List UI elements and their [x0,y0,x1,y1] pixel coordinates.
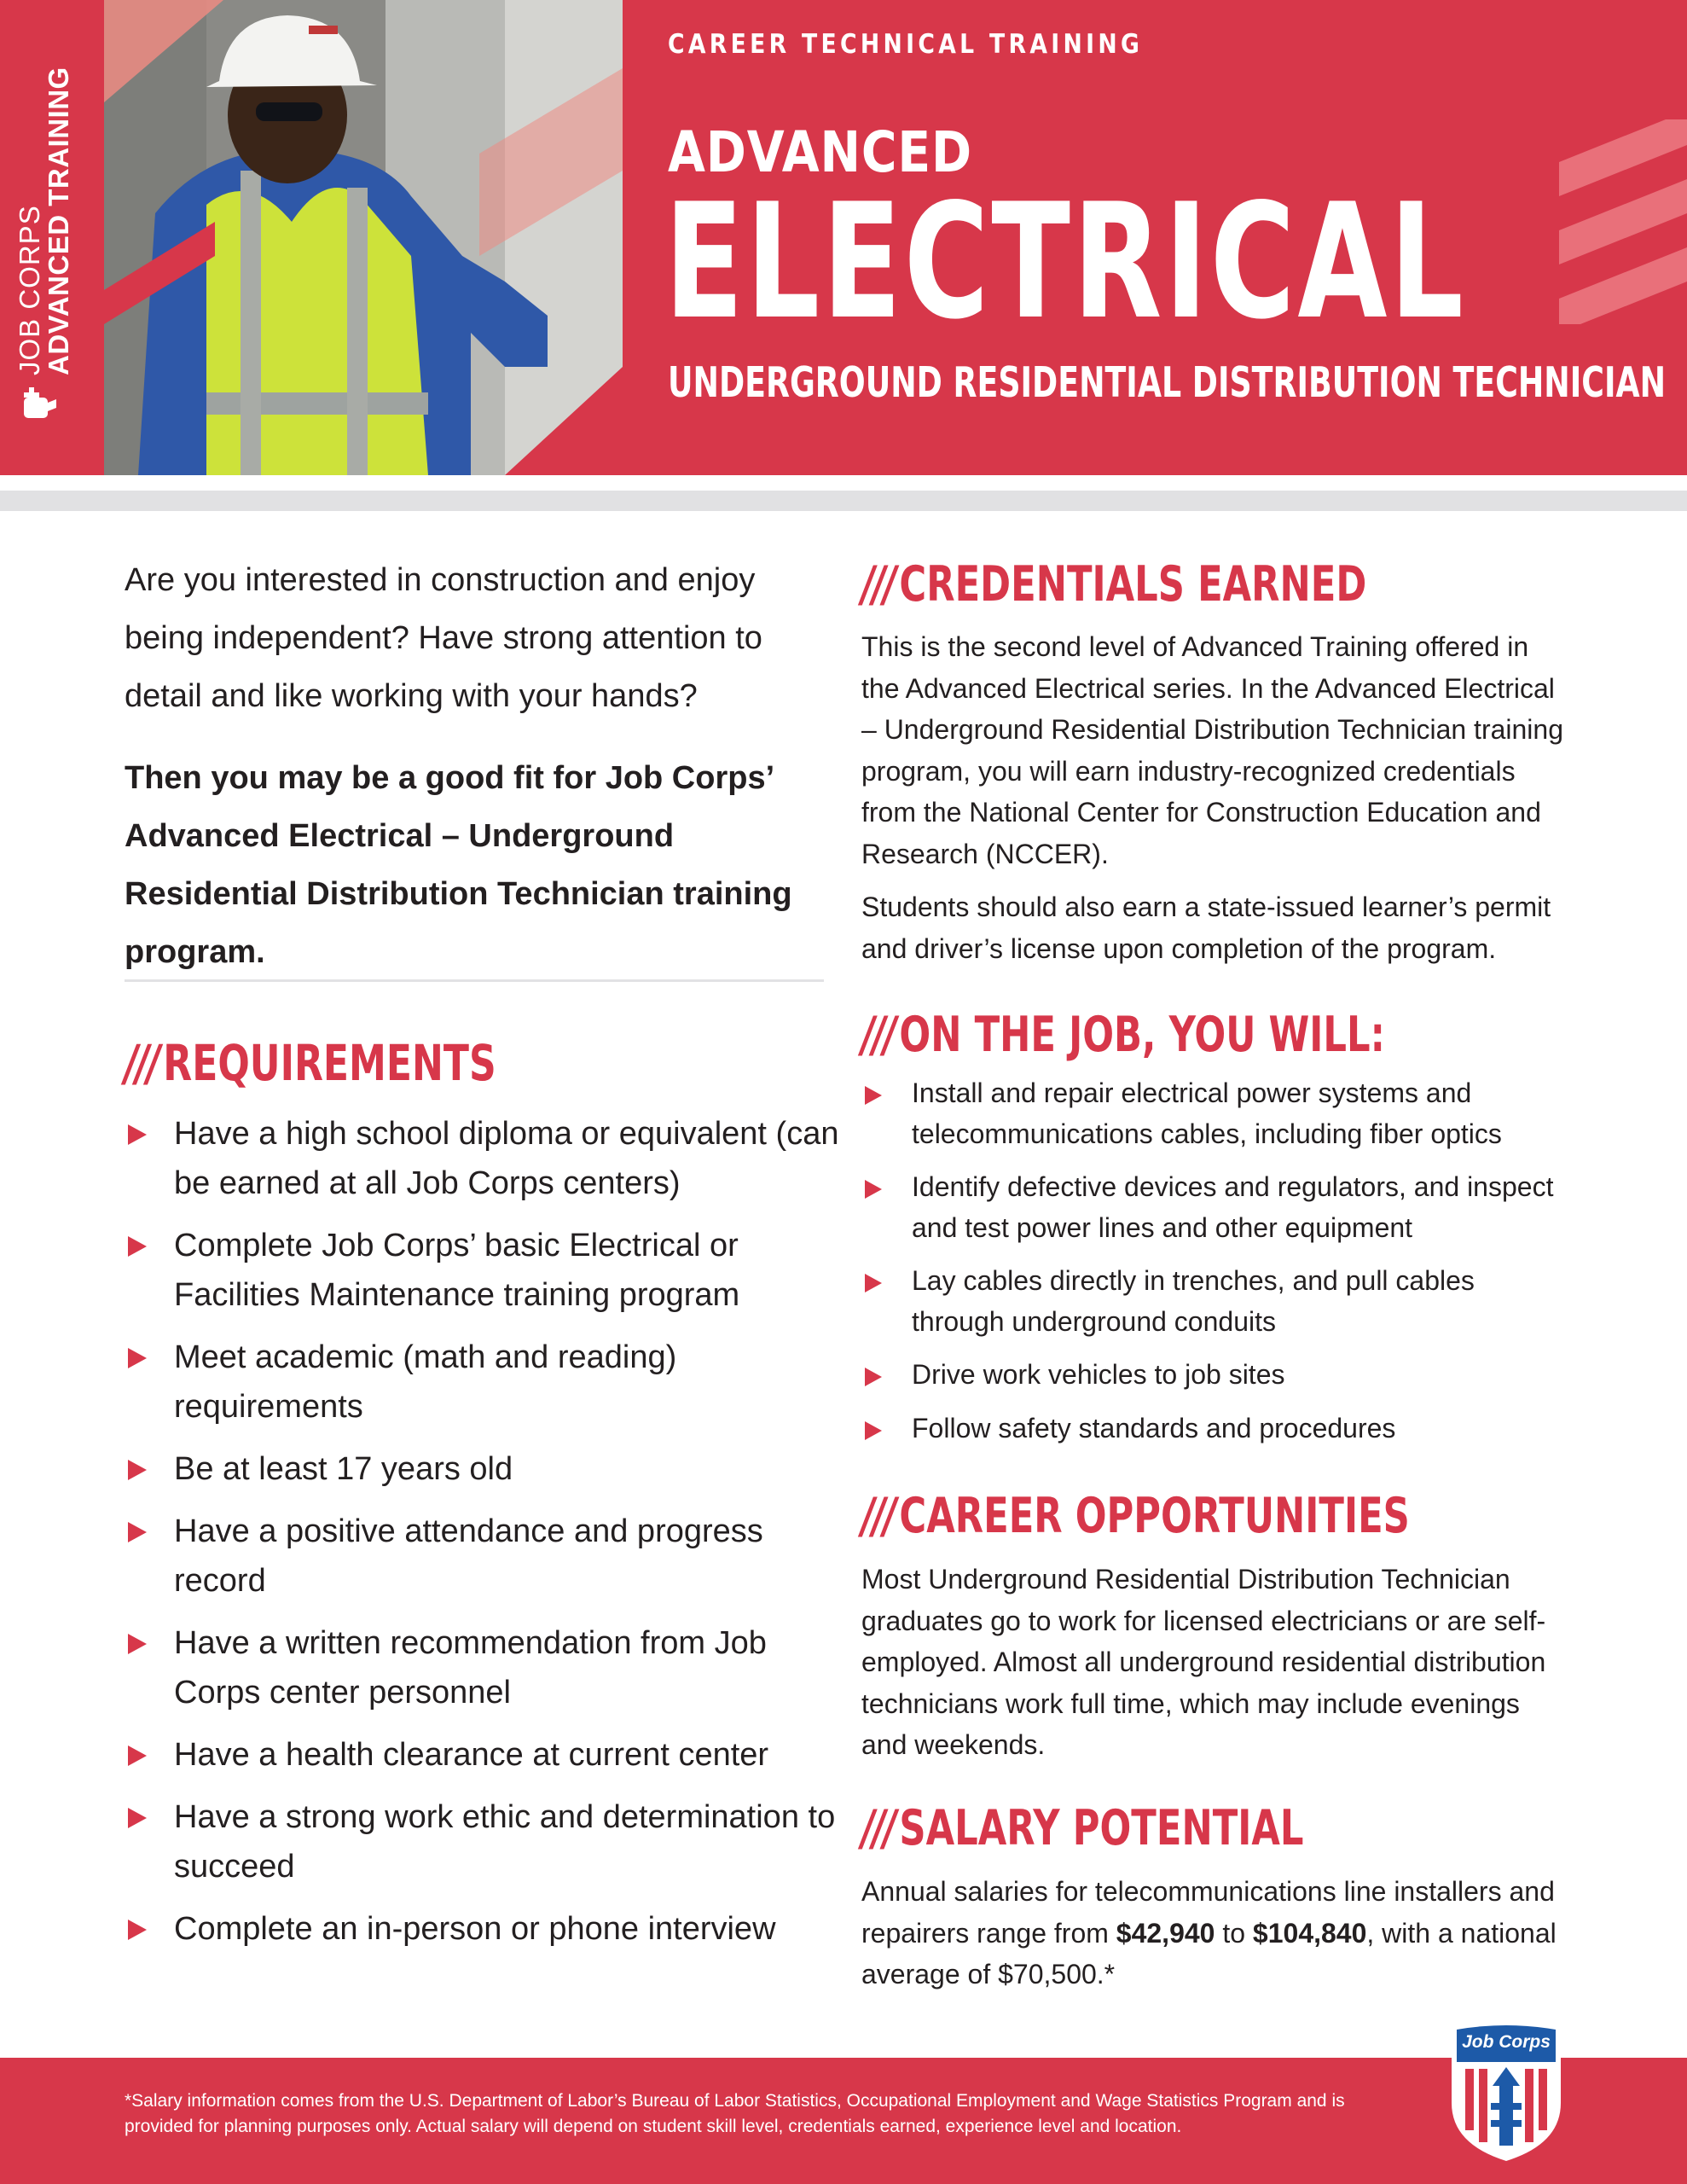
salary-text: Annual salaries for telecommunications line installers and repairers range from [861,1876,1555,1949]
list-item-text: Have a positive attendance and progress record [174,1513,763,1599]
triangle-bullet-icon [128,1348,147,1368]
on-the-job-title: ON THE JOB, YOU WILL: [899,1007,1385,1063]
career-heading [861,1488,1410,1544]
list-item-text: Be at least 17 years old [174,1451,513,1487]
salary-text: , with a national average of $70,500.* [861,1917,1557,1989]
list-item-text: Drive work vehicles to job sites [912,1359,1285,1390]
credentials-paragraph: This is the second level of Advanced Training offered in the Advanced Electrical series. In the Advanced Electrical – Underground Residential Distribution Technician training program, you will earn industry-recognized credentials from the National Center for Construction Education and Research (NCCER). [861,631,1563,869]
list-item-text: Complete Job Corps’ basic Electrical or Facilities Maintenance training program [174,1228,740,1313]
job-corps-shield-logo [1446,2018,1566,2163]
career-paragraph: Most Underground Residential Distribution Technician graduates go to work for licensed electricians or are self-employed. Almost all underground residential distribution technicians work full time, which may include evenings and weekends. [861,1564,1546,1760]
list-item-text: Install and repair electrical power systems and telecommunications cables, including fiber optics [912,1077,1502,1149]
heading-slashes: /// [861,1007,895,1063]
on-the-job-list [861,1073,1569,1461]
triangle-bullet-icon [128,1236,147,1257]
requirements-title: REQUIREMENTS [163,1034,496,1092]
list-item [125,1730,841,1780]
list-item-text: Meet academic (math and reading) requirements [174,1339,677,1425]
list-item [861,1073,1569,1154]
intro-bold-text: Then you may be a good fit for Job Corps’ Advanced Electrical – Underground Residential Distribution Technician training program. [125,760,792,970]
triangle-bullet-icon [865,1274,882,1292]
section-divider [125,979,824,982]
triangle-bullet-icon [865,1086,882,1105]
list-item [125,1333,841,1432]
list-item [125,1904,841,1954]
requirements-list [125,1109,841,1966]
intro-text: Are you interested in construction and enjoy being independent? Have strong attention to detail and like working with your hands? [125,562,762,714]
salary-footnote: *Salary information comes from the U.S. Department of Labor’s Bureau of Labor Statistics, Occupational Employment and Wage Statistics Program and is provided for planning purposes only. Actual salary will depend on student skill level, credentials earned, experience level and location. [125,2091,1345,2136]
header-text [664,0,1667,475]
job-corps-plus-hand-icon [20,384,60,420]
footer-bar [0,2058,1687,2184]
salary-high: $104,840 [1252,1917,1367,1949]
triangle-bullet-icon [128,1808,147,1828]
list-item [861,1409,1569,1449]
triangle-bullet-icon [128,1920,147,1940]
list-item [861,1261,1569,1342]
list-item [861,1167,1569,1248]
salary-title: SALARY POTENTIAL [899,1800,1304,1856]
header-rule [0,491,1687,511]
sidebar-brand [0,0,104,475]
title-subtitle: UNDERGROUND RESIDENTIAL DISTRIBUTION TECHNICIAN [668,358,1667,407]
list-item [125,1109,841,1208]
salary-paragraph [861,1871,1569,1995]
triangle-bullet-icon [865,1180,882,1199]
list-item-text: Lay cables directly in trenches, and pull cables through underground conduits [912,1265,1475,1337]
triangle-bullet-icon [128,1460,147,1480]
sidebar-line-job-corps: JOB CORPS [14,205,45,375]
triangle-bullet-icon [128,1745,147,1766]
kicker-label: CAREER TECHNICAL TRAINING [668,29,1144,60]
list-item-text: Have a high school diploma or equivalent (can be earned at all Job Corps centers) [174,1116,839,1201]
salary-text: to [1215,1917,1253,1949]
career-title: CAREER OPPORTUNITIES [899,1488,1410,1544]
sidebar-brand-text [15,68,73,375]
triangle-bullet-icon [128,1634,147,1654]
list-item-text: Have a written recommendation from Job Corps center personnel [174,1625,767,1711]
triangle-bullet-icon [128,1124,147,1145]
list-item-text: Complete an in-person or phone interview [174,1911,776,1947]
credentials-heading [861,556,1366,613]
triangle-bullet-icon [865,1421,882,1440]
title-advanced: ADVANCED [668,119,972,185]
list-item [861,1355,1569,1396]
list-item-text: Have a health clearance at current center [174,1737,769,1773]
list-item-text: Identify defective devices and regulators, and inspect and test power lines and other equipment [912,1171,1554,1243]
triangle-bullet-icon [128,1522,147,1542]
list-item-text: Have a strong work ethic and determination to succeed [174,1799,836,1885]
heading-slashes: /// [861,1800,895,1856]
triangle-bullet-icon [865,1368,882,1386]
list-item [125,1618,841,1717]
title-electrical: ELECTRICAL [664,169,1466,354]
on-the-job-heading [861,1007,1385,1063]
heading-slashes: /// [125,1034,159,1092]
list-item [125,1792,841,1891]
list-item-text: Follow safety standards and procedures [912,1412,1396,1443]
sidebar-line-advanced-training: ADVANCED TRAINING [43,67,74,375]
requirements-heading [125,1034,496,1092]
worker-photo [104,0,623,475]
heading-slashes: /// [861,556,895,613]
heading-slashes: /// [861,1488,895,1544]
list-item [125,1507,841,1606]
badge-label: Job Corps [1462,2032,1551,2052]
salary-low: $42,940 [1116,1917,1215,1949]
list-item [125,1221,841,1320]
credentials-permit-paragraph: Students should also earn a state-issued learner’s permit and driver’s license upon completion of the program. [861,892,1551,964]
credentials-title: CREDENTIALS EARNED [899,556,1367,613]
salary-heading [861,1800,1304,1856]
list-item [125,1444,841,1494]
